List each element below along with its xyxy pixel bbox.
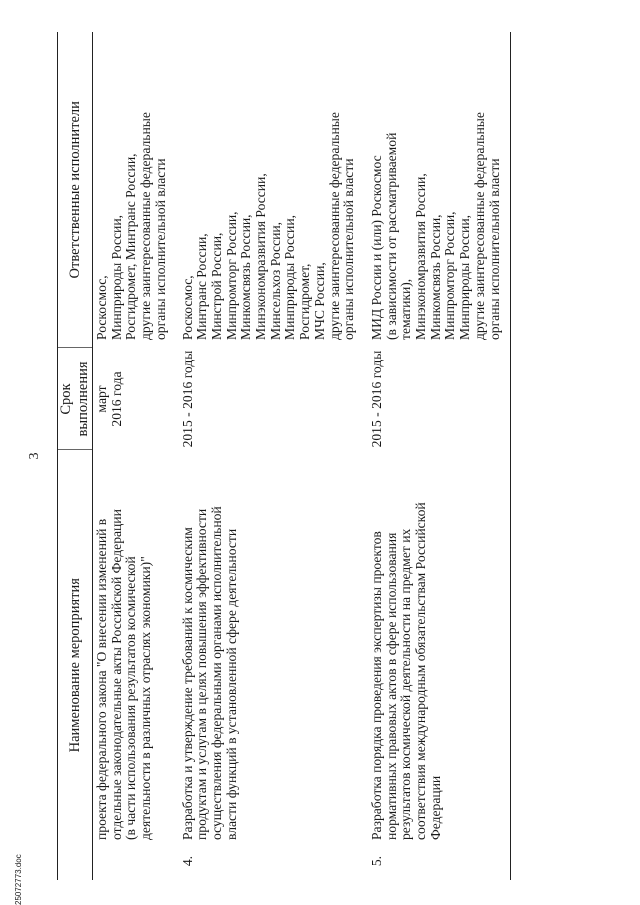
executors-cell — [93, 32, 179, 348]
executors-line: Минэкономразвития России, — [253, 173, 269, 340]
executors-line: Роскосмос, — [94, 275, 109, 340]
name-line: продуктам и услугам в целях повышения эффективности — [194, 508, 210, 840]
executors-line: Минстрой России, — [208, 232, 224, 340]
executors-line: Минсельхоз России, — [267, 221, 283, 340]
name-line: Разработка порядка проведения экспертизы проектов — [368, 531, 384, 840]
executors-cell — [179, 32, 368, 348]
executors-line: Росгидромет, Минтранс России, — [123, 153, 139, 340]
name-line: соответствия международным обязательствам Российской — [413, 502, 429, 840]
table-row — [368, 32, 511, 880]
executors-line: другие заинтересованные федеральные — [471, 112, 487, 340]
row-number: 5. — [368, 842, 511, 880]
deadline-cell — [93, 348, 179, 450]
executors-line: Минкомсвязь России, — [427, 214, 443, 340]
executors-line: Минэкономразвития России, — [413, 173, 429, 340]
deadline-line: 2016 года — [108, 371, 124, 427]
executors-line: Минтранс России, — [194, 233, 210, 340]
deadline-line: 2015 - 2016 годы — [179, 350, 195, 448]
rotated-table-block — [27, 32, 567, 880]
name-line: Федерации — [427, 775, 443, 840]
executors-line: Минприроды России, — [282, 214, 298, 340]
executors-line: Роскосмос, — [179, 275, 195, 340]
executors-line: Минпромторг России, — [223, 211, 239, 340]
executors-line: Минприроды России, — [457, 214, 473, 340]
measure-name — [93, 450, 179, 842]
executors-line: МЧС России, — [311, 262, 327, 340]
table-header-row — [58, 32, 93, 880]
name-line: Разработка и утверждение требований к космическим — [179, 527, 195, 840]
table-row — [93, 32, 179, 880]
name-line: результатов космической деятельности на предмет их — [398, 528, 414, 840]
name-line: отдельные законодательные акты Российской Федерации — [108, 509, 124, 840]
deadline-line: март — [94, 385, 109, 413]
executors-line: Минприроды России, — [108, 214, 124, 340]
row-number — [93, 842, 179, 880]
table-row — [179, 32, 368, 880]
executors-line: (в зависимости от рассматриваемой — [383, 132, 399, 340]
executors-line: МИД России и (или) Роскосмос — [368, 155, 384, 340]
executors-line: Минкомсвязь России, — [238, 214, 254, 340]
name-line: проекта федерального закона "О внесении изменений в — [94, 518, 109, 840]
executors-line: другие заинтересованные федеральные — [138, 112, 154, 340]
footer-doc-id: 25072773.doc — [14, 854, 23, 905]
deadline-line: 2015 - 2016 годы — [368, 350, 384, 448]
name-line: (в части использования результатов космической — [123, 556, 139, 840]
executors-line: органы исполнительной власти — [486, 158, 502, 340]
measures-table — [57, 32, 511, 880]
executors-line: тематики), — [398, 278, 414, 340]
executors-line: Минпромторг России, — [442, 211, 458, 340]
executors-cell — [368, 32, 511, 348]
header-deadline: Срок выполнения — [58, 348, 93, 450]
header-executors: Ответственные исполнители — [58, 32, 93, 348]
executors-line: органы исполнительной власти — [152, 158, 168, 340]
deadline-cell — [368, 348, 511, 450]
measure-name — [179, 450, 368, 842]
name-line: осуществления федеральными органами исполнительной — [208, 506, 224, 840]
page-number: 3 — [27, 452, 42, 460]
name-line: власти функций в установленной сфере деятельности — [223, 528, 239, 840]
measure-name — [368, 450, 511, 842]
deadline-cell — [179, 348, 368, 450]
executors-line: другие заинтересованные федеральные — [326, 112, 342, 340]
name-line: деятельности в различных отраслях экономики)" — [138, 556, 154, 840]
row-number: 4. — [179, 855, 195, 867]
header-name: Наименование мероприятия — [58, 450, 93, 880]
executors-line: Росгидромет, — [297, 263, 313, 340]
executors-line: органы исполнительной власти — [341, 158, 357, 340]
name-line: нормативных правовых актов в сфере использования — [383, 532, 399, 840]
